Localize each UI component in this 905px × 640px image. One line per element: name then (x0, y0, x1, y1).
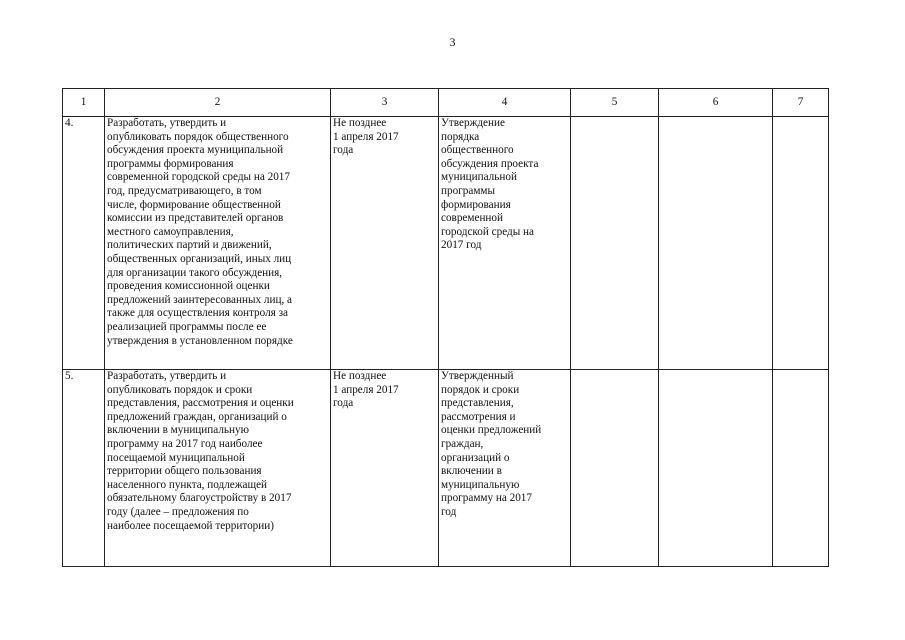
column-header: 4 (439, 89, 571, 117)
row-number: 4. (63, 117, 105, 370)
deadline: Не позднее 1 апреля 2017 года (331, 370, 439, 567)
column-7-cell (773, 117, 829, 370)
column-header: 6 (659, 89, 773, 117)
column-5-cell (571, 370, 659, 567)
table-header-row (63, 89, 829, 117)
row-number: 5. (63, 370, 105, 567)
expected-result: Утверждение порядка общественного обсуждения проекта муниципальной программы формирования современной городской среды на 2017 год (439, 117, 571, 370)
column-header: 5 (571, 89, 659, 117)
column-7-cell (773, 370, 829, 567)
expected-result: Утвержденный порядок и сроки представления, рассмотрения и оценки предложений граждан, организаций о включении в муниципальную программу на 2017 год (439, 370, 571, 567)
page-number: 3 (449, 35, 456, 49)
column-header: 3 (331, 89, 439, 117)
column-6-cell (659, 370, 773, 567)
table-row (63, 117, 829, 370)
column-header: 1 (63, 89, 105, 117)
table-row (63, 370, 829, 567)
deadline: Не позднее 1 апреля 2017 года (331, 117, 439, 370)
column-header: 2 (105, 89, 331, 117)
column-6-cell (659, 117, 773, 370)
column-5-cell (571, 117, 659, 370)
task-description: Разработать, утвердить и опубликовать порядок общественного обсуждения проекта муниципальной программы формирования современной городской среды на 2017 год, предусматривающего, в том числе, формирование общественной комиссии из представителей органов местного самоуправления, политических партий и движений, общественных организаций, иных лиц для организации такого обсуждения, проведения комиссионной оценки предложений заинтересованных лиц, а также для осуществления контроля за реализацией программы после ее утверждения в установленном порядке (105, 117, 331, 370)
plan-table (62, 88, 829, 567)
column-header: 7 (773, 89, 829, 117)
task-description: Разработать, утвердить и опубликовать порядок и сроки представления, рассмотрения и оценки предложений граждан, организаций о включении в муниципальную программу на 2017 год наиболее посещаемой муниципальной территории общего пользования населенного пункта, подлежащей обязательному благоустройству в 2017 году (далее – предложения по наиболее посещаемой территории) (105, 370, 331, 567)
